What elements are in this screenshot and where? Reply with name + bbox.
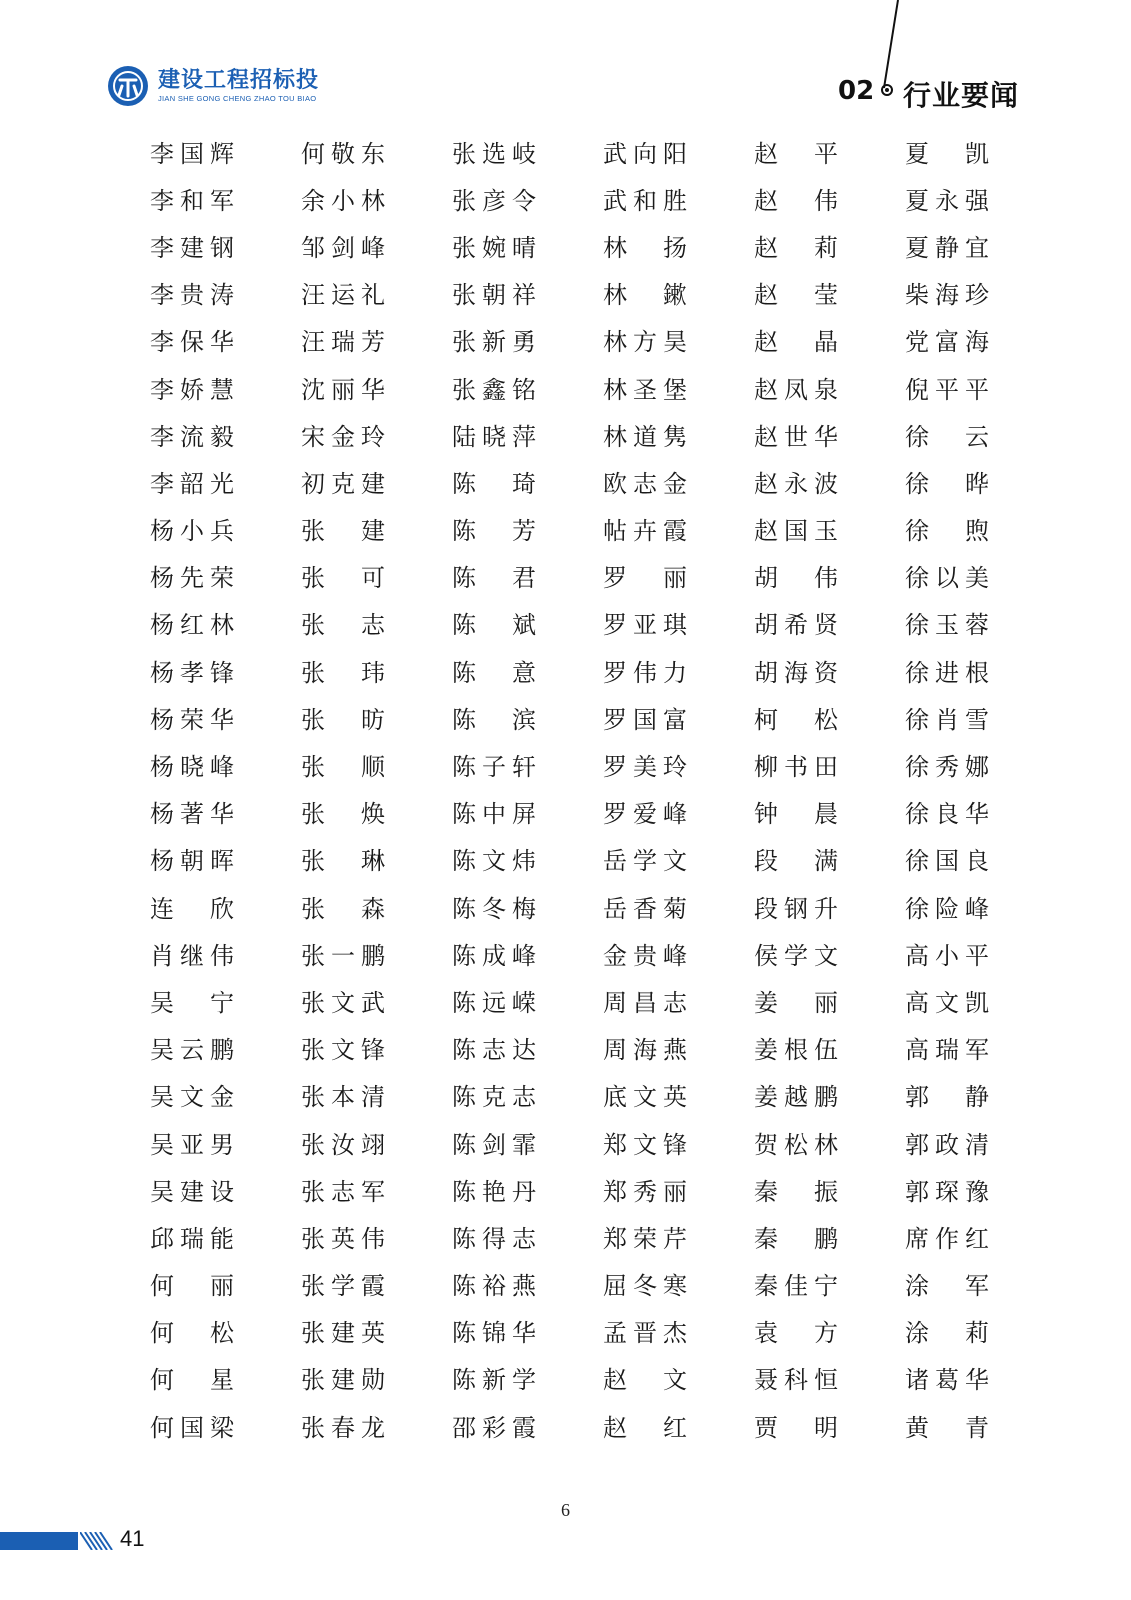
brand-name-en: JIAN SHE GONG CHENG ZHAO TOU BIAO: [158, 94, 317, 103]
name-entry: 张 建: [301, 517, 385, 546]
name-entry: 张 春 龙: [301, 1413, 385, 1442]
name-entry: 陈 意: [452, 658, 536, 687]
name-entry: 郭 政 清: [905, 1130, 989, 1159]
name-entry: 杨 小 兵: [150, 517, 234, 546]
name-entry: 陈 艳 丹: [452, 1177, 536, 1206]
name-entry: 徐 良 华: [905, 800, 989, 829]
name-entry: 张 汝 翊: [301, 1130, 385, 1159]
name-entry: 陈 冬 梅: [452, 894, 536, 923]
name-entry: 赵 永 波: [754, 469, 838, 498]
name-entry: 陈 志 达: [452, 1036, 536, 1065]
name-entry: 郑 文 锋: [603, 1130, 687, 1159]
name-entry: 高 瑞 军: [905, 1036, 989, 1065]
footer-stripes: [80, 1532, 116, 1550]
name-entry: 秦 佳 宁: [754, 1272, 838, 1301]
name-entry: 徐 肖 雪: [905, 705, 989, 734]
name-entry: 陈 克 志: [452, 1083, 536, 1112]
name-entry: 武 向 阳: [603, 139, 687, 168]
name-entry: 贺 松 林: [754, 1130, 838, 1159]
name-entry: 屈 冬 寒: [603, 1272, 687, 1301]
name-entry: 徐 险 峰: [905, 894, 989, 923]
name-entry: 吴 宁: [150, 988, 234, 1017]
name-entry: 胡 希 贤: [754, 611, 838, 640]
name-entry: 陈 远 嵘: [452, 988, 536, 1017]
name-entry: 张 婉 晴: [452, 233, 536, 262]
name-entry: 何 丽: [150, 1272, 234, 1301]
name-entry: 夏 静 宜: [905, 233, 989, 262]
name-entry: 赵 平: [754, 139, 838, 168]
name-entry: 胡 海 资: [754, 658, 838, 687]
name-entry: 杨 红 林: [150, 611, 234, 640]
name-entry: 杨 孝 锋: [150, 658, 234, 687]
name-entry: 肖 继 伟: [150, 941, 234, 970]
section-title: 行业要闻: [903, 79, 1020, 112]
name-entry: 林 扬: [603, 233, 687, 262]
name-entry: 吴 云 鹏: [150, 1036, 234, 1065]
name-entry: 周 海 燕: [603, 1036, 687, 1065]
name-entry: 贾 明: [754, 1413, 838, 1442]
name-entry: 秦 振: [754, 1177, 838, 1206]
name-entry: 张 可: [301, 564, 385, 593]
name-entry: 柳 书 田: [754, 753, 838, 782]
name-entry: 李 贵 涛: [150, 281, 234, 310]
name-entry: 陈 新 学: [452, 1366, 536, 1395]
name-entry: 岳 学 文: [603, 847, 687, 876]
brand-logo: [108, 66, 319, 106]
name-entry: 罗 爱 峰: [603, 800, 687, 829]
name-entry: 涂 莉: [905, 1319, 989, 1348]
name-entry: 涂 军: [905, 1272, 989, 1301]
name-entry: 陈 文 炜: [452, 847, 536, 876]
name-entry: 张 昉: [301, 705, 385, 734]
name-entry: 郭 琛 豫: [905, 1177, 989, 1206]
name-entry: 何 敬 东: [301, 139, 385, 168]
name-entry: 张 鑫 铭: [452, 375, 536, 404]
section-number: 02: [838, 76, 875, 106]
name-entry: 郑 秀 丽: [603, 1177, 687, 1206]
name-entry: 柯 松: [754, 705, 838, 734]
name-entry: 张 文 武: [301, 988, 385, 1017]
name-entry: 聂 科 恒: [754, 1366, 838, 1395]
name-entry: 党 富 海: [905, 328, 989, 357]
name-entry: 张 英 伟: [301, 1224, 385, 1253]
name-entry: 李 和 军: [150, 186, 234, 215]
name-entry: 郑 荣 芹: [603, 1224, 687, 1253]
name-entry: 徐 国 良: [905, 847, 989, 876]
name-entry: 邹 剑 峰: [301, 233, 385, 262]
name-entry: 赵 晶: [754, 328, 838, 357]
name-entry: 罗 美 玲: [603, 753, 687, 782]
name-entry: 诸 葛 华: [905, 1366, 989, 1395]
name-entry: 倪 平 平: [905, 375, 989, 404]
name-entry: 陈 得 志: [452, 1224, 536, 1253]
name-entry: 赵 莉: [754, 233, 838, 262]
name-entry: 余 小 林: [301, 186, 385, 215]
name-entry: 何 松: [150, 1319, 234, 1348]
name-entry: 林 鏉: [603, 281, 687, 310]
name-entry: 赵 世 华: [754, 422, 838, 451]
name-entry: 沈 丽 华: [301, 375, 385, 404]
name-entry: 吴 亚 男: [150, 1130, 234, 1159]
name-entry: 陈 剑 霏: [452, 1130, 536, 1159]
name-entry: 陈 琦: [452, 469, 536, 498]
name-entry: 李 保 华: [150, 328, 234, 357]
name-entry: 李 流 毅: [150, 422, 234, 451]
name-entry: 张 志 军: [301, 1177, 385, 1206]
name-entry: 初 克 建: [301, 469, 385, 498]
section-dot-icon: [881, 84, 893, 96]
name-entry: 罗 丽: [603, 564, 687, 593]
name-entry: 赵 伟: [754, 186, 838, 215]
name-entry: 罗 亚 琪: [603, 611, 687, 640]
name-entry: 汪 瑞 芳: [301, 328, 385, 357]
name-entry: 底 文 英: [603, 1083, 687, 1112]
name-entry: 张 建 勋: [301, 1366, 385, 1395]
brand-name-cn: 建设工程招标投: [158, 68, 320, 93]
name-entry: 徐 进 根: [905, 658, 989, 687]
name-entry: 夏 永 强: [905, 186, 989, 215]
name-entry: 段 钢 升: [754, 894, 838, 923]
name-entry: 姜 根 伍: [754, 1036, 838, 1065]
name-entry: 高 文 凯: [905, 988, 989, 1017]
name-entry: 欧 志 金: [603, 469, 687, 498]
name-entry: 帖 卉 霞: [603, 517, 687, 546]
name-entry: 侯 学 文: [754, 941, 838, 970]
name-entry: 杨 先 荣: [150, 564, 234, 593]
name-entry: 何 星: [150, 1366, 234, 1395]
name-entry: 罗 伟 力: [603, 658, 687, 687]
name-entry: 徐 以 美: [905, 564, 989, 593]
name-entry: 林 道 隽: [603, 422, 687, 451]
name-entry: 陈 锦 华: [452, 1319, 536, 1348]
name-entry: 孟 晋 杰: [603, 1319, 687, 1348]
name-entry: 陈 成 峰: [452, 941, 536, 970]
name-entry: 张 顺: [301, 753, 385, 782]
name-entry: 赵 莹: [754, 281, 838, 310]
name-entry: 赵 红: [603, 1413, 687, 1442]
name-entry: 张 玮: [301, 658, 385, 687]
name-entry: 席 作 红: [905, 1224, 989, 1253]
name-entry: 张 朝 祥: [452, 281, 536, 310]
name-entry: 徐 秀 娜: [905, 753, 989, 782]
name-entry: 张 森: [301, 894, 385, 923]
name-entry: 杨 朝 晖: [150, 847, 234, 876]
name-entry: 徐 玉 蓉: [905, 611, 989, 640]
name-entry: 杨 著 华: [150, 800, 234, 829]
name-entry: 高 小 平: [905, 941, 989, 970]
names-list: [150, 130, 989, 1451]
name-entry: 张 一 鹏: [301, 941, 385, 970]
name-entry: 徐 煦: [905, 517, 989, 546]
name-entry: 岳 香 菊: [603, 894, 687, 923]
name-entry: 张 本 清: [301, 1083, 385, 1112]
name-entry: 胡 伟: [754, 564, 838, 593]
name-entry: 徐 晔: [905, 469, 989, 498]
name-entry: 赵 文: [603, 1366, 687, 1395]
name-entry: 赵 凤 泉: [754, 375, 838, 404]
footer-bar: [0, 1532, 78, 1550]
name-entry: 林 圣 堡: [603, 375, 687, 404]
name-entry: 汪 运 礼: [301, 281, 385, 310]
name-entry: 段 满: [754, 847, 838, 876]
name-entry: 周 昌 志: [603, 988, 687, 1017]
name-entry: 杨 荣 华: [150, 705, 234, 734]
name-entry: 郭 静: [905, 1083, 989, 1112]
name-entry: 邵 彩 霞: [452, 1413, 536, 1442]
name-entry: 武 和 胜: [603, 186, 687, 215]
name-entry: 吴 建 设: [150, 1177, 234, 1206]
name-entry: 张 新 勇: [452, 328, 536, 357]
name-entry: 李 娇 慧: [150, 375, 234, 404]
name-entry: 陆 晓 萍: [452, 422, 536, 451]
name-entry: 杨 晓 峰: [150, 753, 234, 782]
name-entry: 陈 子 轩: [452, 753, 536, 782]
name-entry: 陈 滨: [452, 705, 536, 734]
name-entry: 金 贵 峰: [603, 941, 687, 970]
name-entry: 何 国 梁: [150, 1413, 234, 1442]
name-entry: 姜 越 鹏: [754, 1083, 838, 1112]
inner-page-number: 6: [561, 1500, 570, 1520]
name-entry: 陈 斌: [452, 611, 536, 640]
name-entry: 张 学 霞: [301, 1272, 385, 1301]
name-entry: 张 建 英: [301, 1319, 385, 1348]
page-number: 41: [120, 1526, 145, 1551]
name-entry: 夏 凯: [905, 139, 989, 168]
name-entry: 李 韶 光: [150, 469, 234, 498]
name-entry: 柴 海 珍: [905, 281, 989, 310]
name-entry: 张 志: [301, 611, 385, 640]
name-entry: 宋 金 玲: [301, 422, 385, 451]
name-entry: 张 文 锋: [301, 1036, 385, 1065]
name-entry: 李 建 钢: [150, 233, 234, 262]
name-entry: 连 欣: [150, 894, 234, 923]
name-entry: 徐 云: [905, 422, 989, 451]
name-entry: 张 琳: [301, 847, 385, 876]
name-entry: 陈 裕 燕: [452, 1272, 536, 1301]
name-entry: 张 选 岐: [452, 139, 536, 168]
name-entry: 张 彦 令: [452, 186, 536, 215]
name-entry: 张 焕: [301, 800, 385, 829]
name-entry: 陈 芳: [452, 517, 536, 546]
name-entry: 邱 瑞 能: [150, 1224, 234, 1253]
name-entry: 陈 君: [452, 564, 536, 593]
name-entry: 陈 中 屏: [452, 800, 536, 829]
name-entry: 黄 青: [905, 1413, 989, 1442]
name-entry: 钟 晨: [754, 800, 838, 829]
name-entry: 袁 方: [754, 1319, 838, 1348]
name-entry: 赵 国 玉: [754, 517, 838, 546]
name-entry: 姜 丽: [754, 988, 838, 1017]
name-entry: 吴 文 金: [150, 1083, 234, 1112]
brand-logo-icon: [108, 66, 148, 106]
name-entry: 秦 鹏: [754, 1224, 838, 1253]
name-entry: 李 国 辉: [150, 139, 234, 168]
name-entry: 罗 国 富: [603, 705, 687, 734]
name-entry: 林 方 昊: [603, 328, 687, 357]
